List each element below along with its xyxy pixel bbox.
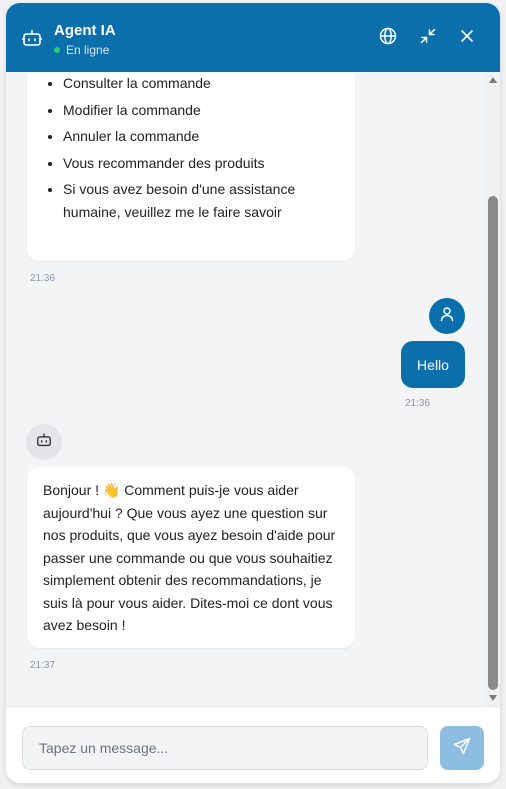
bot-icon <box>22 29 42 47</box>
scroll-down-arrow[interactable] <box>489 695 497 701</box>
language-button[interactable] <box>377 27 399 49</box>
list-item: • Modifier la commande <box>63 99 333 122</box>
message-timestamp: 21:37 <box>30 660 56 671</box>
chat-header <box>6 3 500 72</box>
user-avatar <box>429 298 465 334</box>
message-text: Hello <box>417 356 449 373</box>
online-status-label: En ligne <box>66 43 110 57</box>
message-timestamp: 21:36 <box>30 273 56 284</box>
send-icon <box>453 737 471 760</box>
scroll-thumb[interactable] <box>488 196 498 690</box>
composer <box>6 706 500 783</box>
user-message <box>401 341 465 388</box>
globe-icon <box>379 27 397 50</box>
bot-message <box>27 72 355 261</box>
list-item: • Vous recommander des produits <box>63 152 333 175</box>
message-timestamp: 21:36 <box>405 398 431 409</box>
message-text: Bonjour ! 👋 Comment puis-je vous aider aujourd'hui ? Que vous ayez une question sur nos produits, que vous ayez besoin d'aide pour passer une commande ou que vous souhaitiez simplement obtenir des recommandations, je suis là pour vous aider. Dites-moi ce dont vous avez besoin ! <box>43 482 336 633</box>
close-button[interactable] <box>456 27 478 49</box>
list-item: • Consulter la commande <box>63 72 333 95</box>
online-status <box>54 43 109 57</box>
chat-widget <box>6 3 500 783</box>
option-list <box>43 72 333 227</box>
scrollbar[interactable] <box>486 72 500 706</box>
scroll-up-arrow[interactable] <box>489 77 497 83</box>
list-item: • Annuler la commande <box>63 125 333 148</box>
message-list[interactable] <box>6 72 500 706</box>
chat-title: Agent IA <box>54 22 116 39</box>
minimize-icon <box>420 28 436 49</box>
message-input[interactable] <box>22 726 428 770</box>
online-status-dot <box>54 47 60 53</box>
list-item: • Si vous avez besoin d'une assistance humaine, veuillez me le faire savoir <box>63 178 333 223</box>
bot-icon <box>36 433 52 452</box>
user-icon <box>439 306 455 327</box>
bot-message <box>27 467 355 648</box>
close-icon <box>461 29 473 47</box>
minimize-button[interactable] <box>417 27 439 49</box>
send-button[interactable] <box>440 726 484 770</box>
bot-avatar <box>26 424 62 460</box>
